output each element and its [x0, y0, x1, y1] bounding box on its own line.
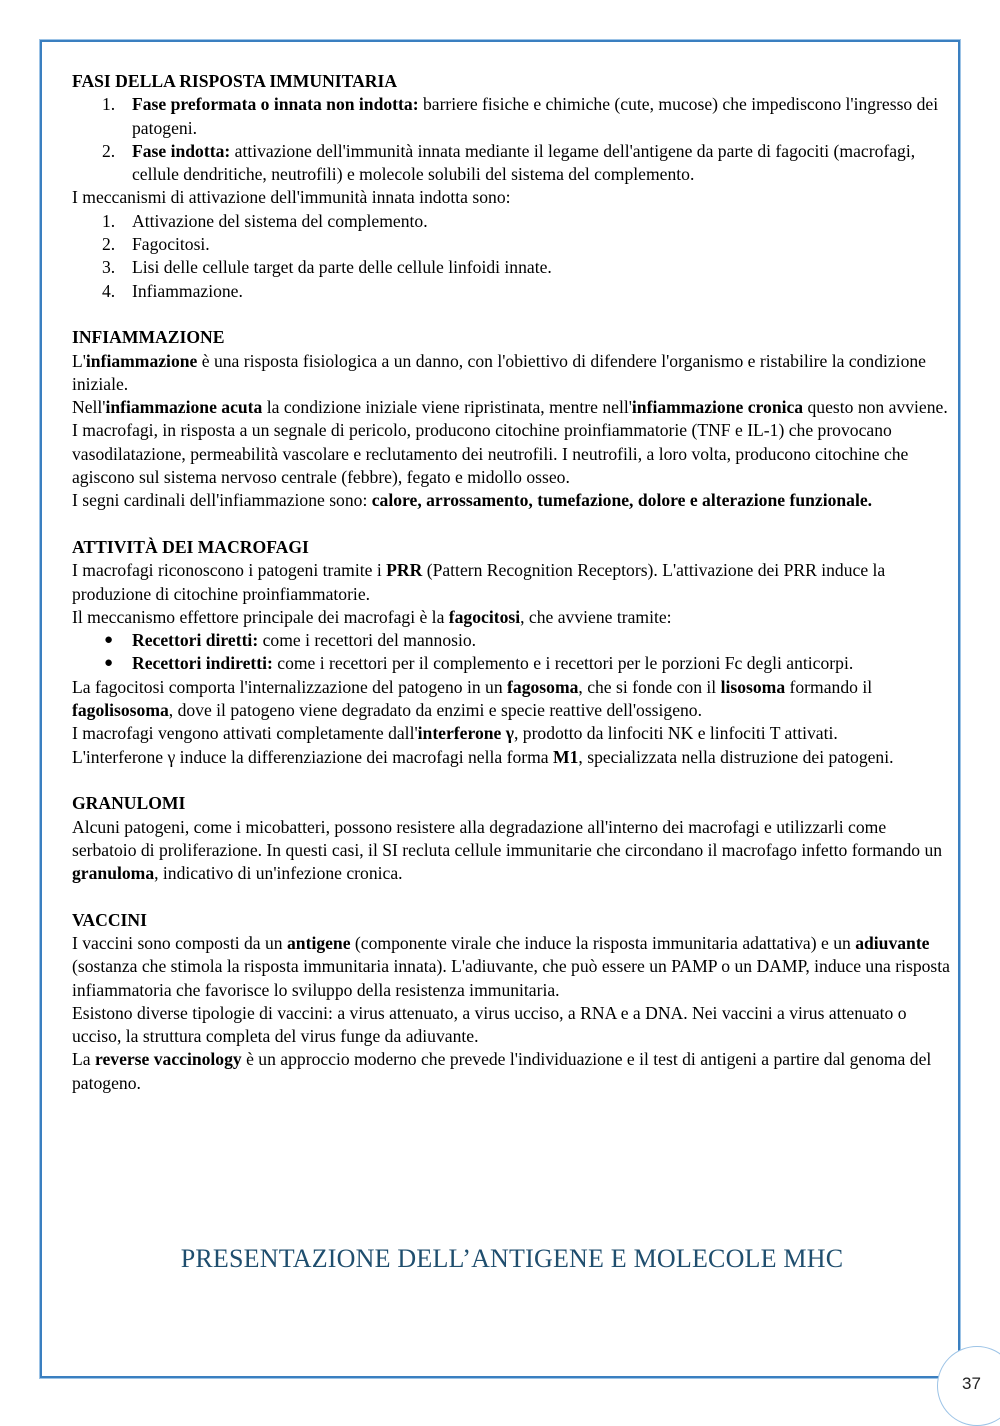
list-item: 2. Fagocitosi.: [102, 234, 210, 255]
paragraph: Nell'infiammazione acuta la condizione iniziale viene ripristinata, mentre nell'infiammazione cronica questo non avviene.: [72, 397, 948, 418]
paragraph: Esistono diverse tipologie di vaccini: a virus attenuato, a virus ucciso, a RNA e a DNA. Nei vaccini a virus attenuato o ucciso, la struttura completa del virus funge da adiuvante.: [72, 1002, 907, 1047]
heading-fasi: FASI DELLA RISPOSTA IMMUNITARIA: [72, 71, 398, 91]
paragraph: I segni cardinali dell'infiammazione sono: calore, arrossamento, tumefazione, dolore e alterazione funzionale.: [72, 490, 873, 511]
paragraph: L'interferone γ induce la differenziazione dei macrofagi nella forma M1, specializzata nella distruzione dei patogeni.: [72, 746, 894, 767]
receptors-list: [72, 629, 952, 676]
list-item: ● Recettori indiretti: come i recettori per il complemento e i recettori per le porzioni Fc degli anticorpi.: [72, 652, 952, 675]
paragraph: Alcuni patogeni, come i micobatteri, possono resistere alla degradazione all'interno dei macrofagi e utilizzarli come serbatoio di proliferazione. In questi casi, il SI recluta cellule immunitarie che circondano il macrofago infetto formando un granuloma, indicativo di un'infezione cronica.: [72, 816, 943, 884]
heading-vaccini: VACCINI: [72, 909, 147, 930]
page-content: [72, 70, 952, 1095]
paragraph: La reverse vaccinology è un approccio moderno che prevede l'individuazione e il test di antigeni a partire dal genoma del patogeno.: [72, 1049, 932, 1093]
list-item: 4. Infiammazione.: [102, 280, 243, 301]
chapter-title: PRESENTAZIONE DELL’ANTIGENE E MOLECOLE MHC: [180, 1244, 844, 1273]
paragraph: I macrofagi riconoscono i patogeni tramite i PRR (Pattern Recognition Receptors). L'attivazione dei PRR induce la produzione di citochine proinfiammatorie.: [72, 560, 886, 604]
paragraph: I macrofagi, in risposta a un segnale di pericolo, producono citochine proinfiammatorie (TNF e IL-1) che provocano vasodilatazione, permeabilità vascolare e reclutamento dei neutrofili. I neutrofili, a loro volta, producono citochine che agiscono sul sistema nervoso centrale (febbre), fegato e midollo osseo.: [72, 420, 909, 488]
mechanisms-intro: I meccanismi di attivazione dell'immunità innata indotta sono:: [72, 187, 511, 208]
list-item: 1. Attivazione del sistema del complemento.: [102, 210, 428, 231]
heading-macrofagi: ATTIVITÀ DEI MACROFAGI: [72, 536, 309, 557]
paragraph: La fagocitosi comporta l'internalizzazione del patogeno in un fagosoma, che si fonde con il lisosoma formando il fagolisosoma, dove il patogeno viene degradato da enzimi e specie reattive dell'ossigeno.: [72, 676, 873, 721]
paragraph: Il meccanismo effettore principale dei macrofagi è la fagocitosi, che avviene tramite:: [72, 606, 672, 627]
page-number: 37: [962, 1374, 981, 1393]
fasi-list: [72, 93, 952, 186]
list-item: 3. Lisi delle cellule target da parte delle cellule linfoidi innate.: [102, 257, 552, 278]
list-item: 2. Fase indotta: attivazione dell'immunità innata mediante il legame dell'antigene da parte di fagociti (macrofagi, cellule dendritiche, neutrofili) e molecole solubili del sistema del complemento.: [102, 140, 916, 185]
mechanisms-list: [72, 210, 952, 303]
paragraph: I vaccini sono composti da un antigene (componente virale che induce la risposta immunitaria adattativa) e un adiuvante (sostanza che stimola la risposta immunitaria innata). L'adiuvante, che può essere un PAMP o un DAMP, induce una risposta infiammatoria che favorisce lo sviluppo della resistenza immunitaria.: [72, 932, 950, 1000]
list-item: 1. Fase preformata o innata non indotta: barriere fisiche e chimiche (cute, mucose) che impediscono l'ingresso dei patogeni.: [102, 94, 939, 138]
paragraph: I macrofagi vengono attivati completamente dall'interferone γ, prodotto da linfociti NK e linfociti T attivati.: [72, 723, 838, 744]
heading-granulomi: GRANULOMI: [72, 793, 186, 814]
bullet-icon: ●: [104, 632, 114, 649]
paragraph: L'infiammazione è una risposta fisiologica a un danno, con l'obiettivo di difendere l'organismo e ristabilire la condizione iniziale.: [72, 350, 926, 394]
heading-infiammazione: INFIAMMAZIONE: [72, 327, 225, 348]
list-item: ● Recettori diretti: come i recettori del mannosio.: [72, 629, 952, 652]
bullet-icon: ●: [104, 655, 114, 672]
